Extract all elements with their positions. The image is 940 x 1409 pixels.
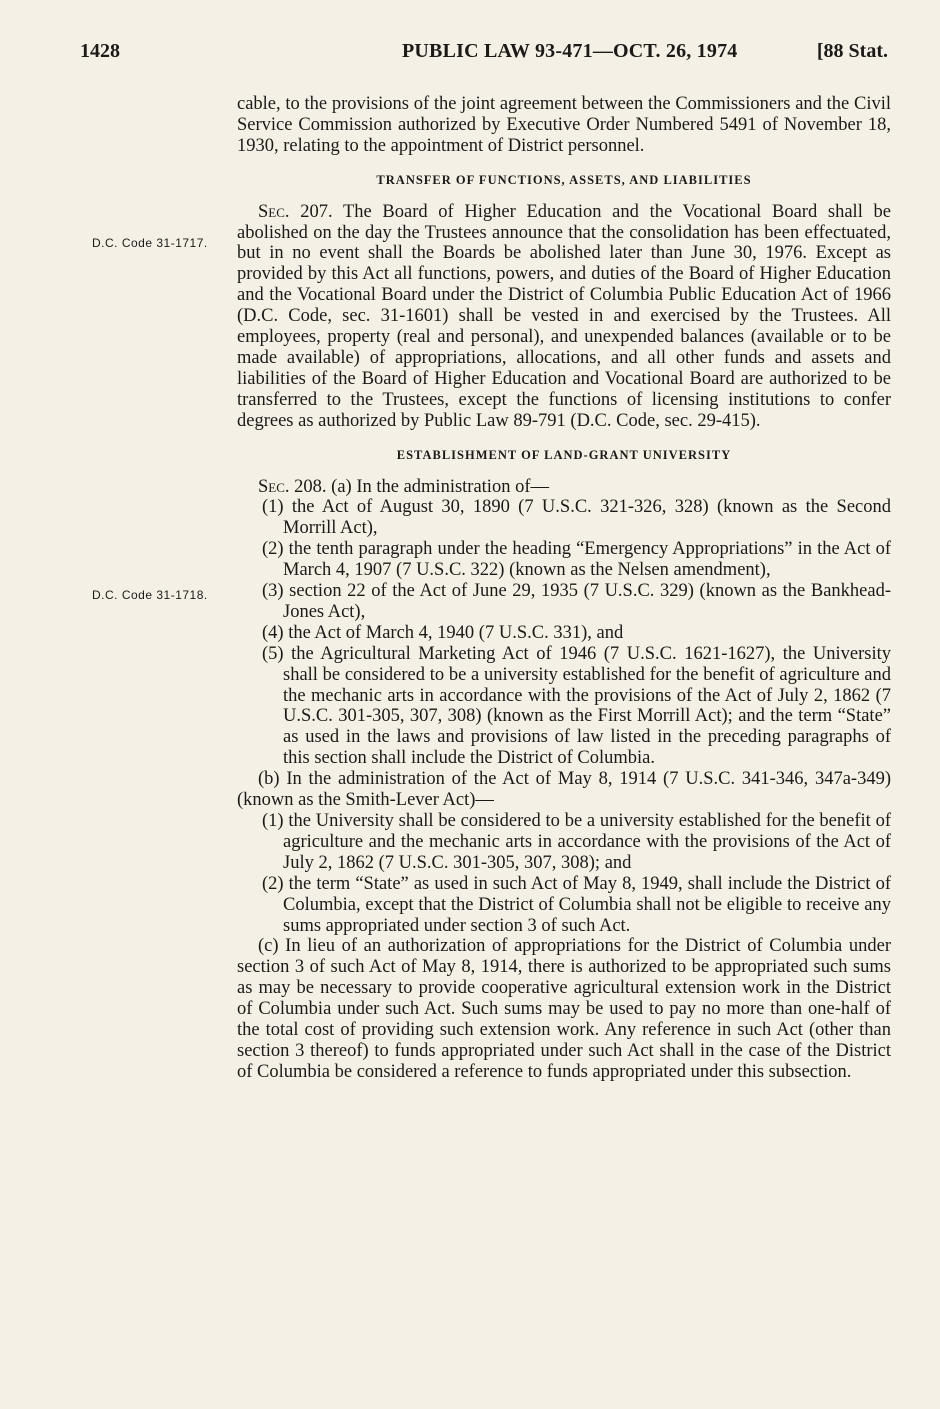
page-header (80, 40, 888, 70)
section-208-c: (c) In lieu of an authorization of appropriations for the District of Columbia under section 3 of such Act of May 8, 1914, there is authorized to be appropriated such sums as may be necessary to provide cooperative agricultural extension work in the District of Columbia under such Act. Such sums may be used to pay no more than one-half of the total cost of providing such extension work. Any reference in such Act (other than section 3 thereof) to funds appropriated under such Act shall in the case of the District of Columbia be considered a reference to funds appropriated under this subsection. (237, 936, 891, 1082)
section-208-b-intro: (b) In the administration of the Act of May 8, 1914 (7 U.S.C. 341-346, 347a-349) (known as the Smith-Lever Act)— (237, 769, 891, 811)
section-208-label: Sec. 208. (258, 476, 327, 497)
body-text (237, 94, 891, 1083)
statute-volume: [88 Stat. (816, 40, 888, 62)
list-item: (1) the Act of August 30, 1890 (7 U.S.C. 321-326, 328) (known as the Second Morrill Act), (262, 497, 891, 539)
page-number: 1428 (80, 40, 120, 62)
list-item (237, 644, 891, 769)
list-item: (2) the tenth paragraph under the heading “Emergency Appropriations” in the Act of March 4, 1907 (7 U.S.C. 322) (known as the Nelsen amendment), (262, 539, 891, 581)
list-item: (2) the term “State” as used in such Act of May 8, 1949, shall include the District of Columbia, except that the District of Columbia shall not be eligible to receive any sums appropriated under section 3 of such Act. (262, 873, 891, 936)
section-207 (237, 202, 891, 432)
section-207-text: The Board of Higher Education and the Vocational Board shall be abolished on the day the Trustees announce that the consolidation has been effectuated, but in no event shall the Boards be abolished later than June 30, 1976. Except as provided by this Act all functions, powers, and duties of the Board of Higher Education and the Vocational Board under the District of Columbia Public Education Act of 1966 (D.C. Code, sec. 31-1601) shall be vested in and exercised by the Trustees. All employees, property (real and personal), and unexpended balances (available or to be made available) of appropriations, allocations, and all other funds and assets and liabilities of the Board of Higher Education and Vocational Board are authorized to be transferred to the Trustees, except the functions of licensing institutions to confer degrees as authorized by Public Law 89-791 (D.C. Code, sec. 29-415). (237, 201, 891, 431)
section-208-a-intro (237, 477, 891, 498)
section-207-label: Sec. 207. (258, 201, 333, 222)
section-heading-transfer: TRANSFER OF FUNCTIONS, ASSETS, AND LIABILITIES (376, 172, 752, 187)
margin-note-sec207: D.C. Code 31-1717. (92, 236, 208, 250)
section-208-a-tail: the University shall be considered to be a university established for the benefit of agriculture and the mechanic arts in accordance with the provisions of the Act of July 2, 1862 (7 U.S.C. 301-305, 307, 308) (known as the First Morrill Act); and the term “State” as used in the laws and provisions of law listed in the preceding paragraphs of this section shall include the District of Columbia. (283, 643, 891, 769)
intro-paragraph: cable, to the provisions of the joint agreement between the Commissioners and the Civil Service Commission authorized by Executive Order Numbered 5491 of November 18, 1930, relating to the appointment of District personnel. (237, 94, 891, 156)
list-item: (4) the Act of March 4, 1940 (7 U.S.C. 331), and (262, 622, 624, 643)
margin-note-sec208: D.C. Code 31-1718. (92, 588, 208, 602)
section-208-a-intro-text: (a) In the administration of— (331, 476, 549, 497)
list-item-text: (5) the Agricultural Marketing Act of 1946 (7 U.S.C. 1621-1627), (262, 643, 776, 664)
list-item: (3) section 22 of the Act of June 29, 1935 (7 U.S.C. 329) (known as the Bankhead-Jones Act), (262, 581, 891, 622)
section-heading-land-grant: ESTABLISHMENT OF LAND-GRANT UNIVERSITY (396, 447, 732, 462)
running-title: PUBLIC LAW 93-471—OCT. 26, 1974 (402, 40, 738, 62)
list-item: (1) the University shall be considered to be a university established for the benefit of agriculture and the mechanic arts in accordance with the provisions of the Act of July 2, 1862 (7 U.S.C. 301-305, 307, 308); and (262, 811, 891, 873)
